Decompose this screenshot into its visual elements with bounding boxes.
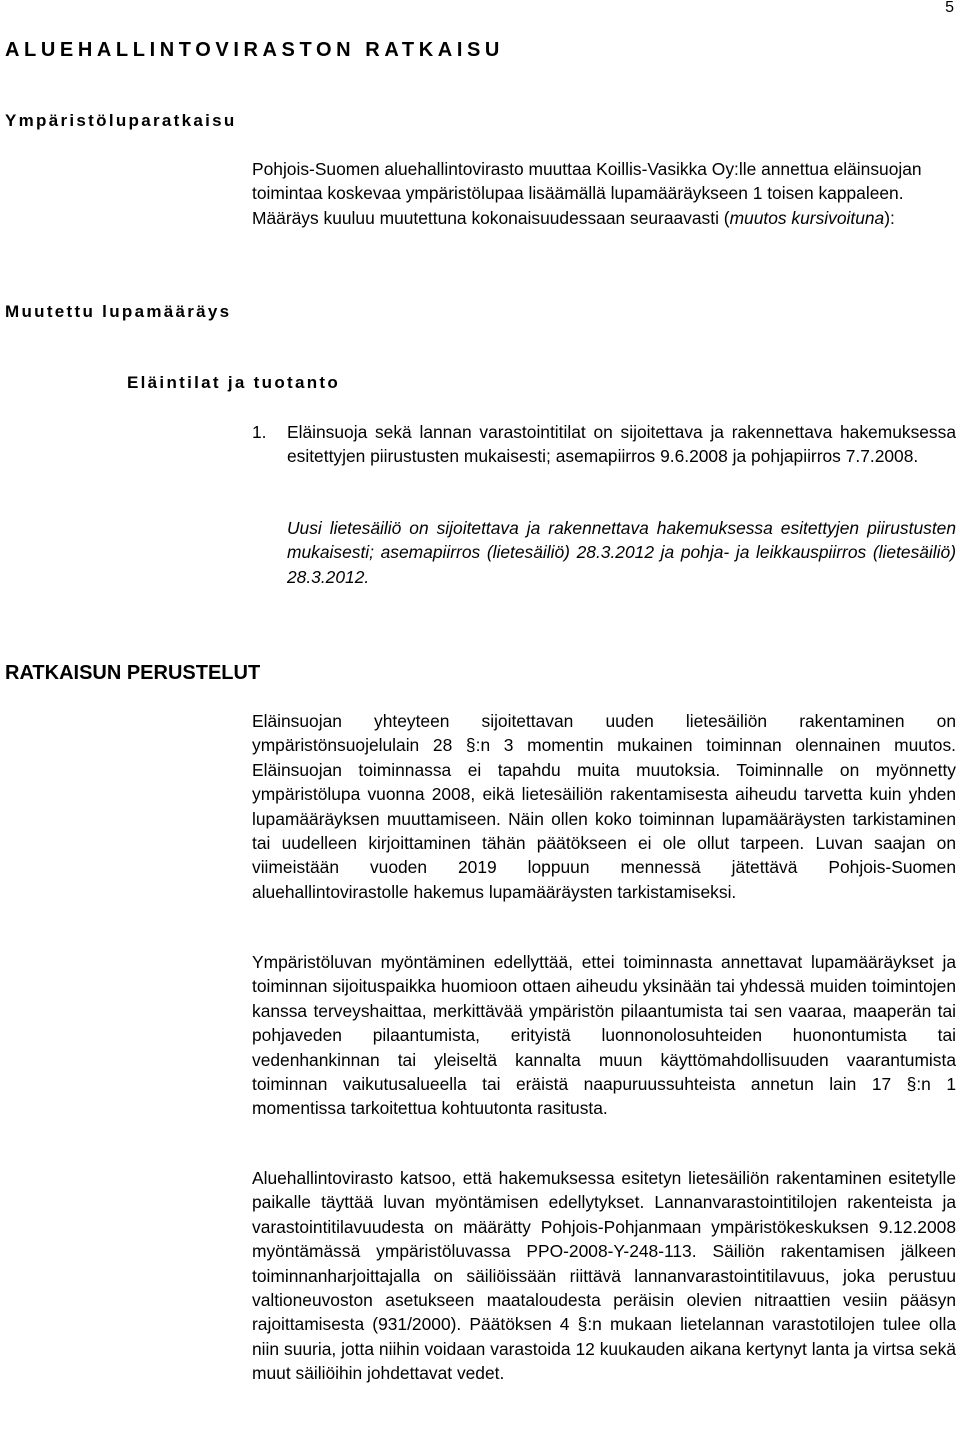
grounds-paragraph-3: Aluehallintovirasto katsoo, että hakemuksessa esitetyn lietesäiliön rakentaminen esitetylle paikalle täyttää luvan myöntämisen edellytykset. Lannanvarastointitilojen rakenteista ja varastointitilavuudesta on määrätty Pohjois-Pohjanmaan ympäristökeskuksen 9.12.2008 myöntämässä ympäristöluvassa PPO-2008-Y-248-113. Säiliön rakentamisen jälkeen toiminnanharjoittajalla on säiliöissään riittävä lannanvarastointitilavuus, joka perustuu valtioneuvoston asetukseen maataloudesta peräisin olevien nitraattien vesiin pääsyn rajoittamisesta (931/2000). Päätöksen 4 §:n mukaan lietelannan varastotilojen tulee olla niin suuria, jotta niihin voidaan varastoida 12 kuukauden aikana kertynyt lanta ja virtsa sekä muut säiliöihin johdettavat vedet. (252, 1168, 956, 1384)
grounds-paragraph-1: Eläinsuojan yhteyteen sijoitettavan uuden lietesäiliön rakentaminen on ympäristönsuojelulain 28 §:n 3 momentin mukainen toiminnan olennainen muutos. Eläinsuojan toiminnassa ei tapahdu muita muutoksia. Toiminnalle on myönnetty ympäristölupa vuonna 2008, eikä lietesäiliön rakentamisesta aiheudu tarvetta kuin yhden lupamääräyksen muuttamiseen. Näin ollen koko toiminnan lupamääräysten tarkistaminen tai uudelleen kirjoittaminen tähän päätökseen ei ole ollut tarpeen. Luvan saajan on viimeistään vuoden 2019 loppuun mennessä jätettävä Pohjois-Suomen aluehallintovirastolle hakemus lupamääräysten tarkistamiseksi. (252, 711, 956, 902)
item-number: 1. (252, 422, 267, 442)
grounds-heading: RATKAISUN PERUSTELUT (5, 662, 261, 684)
document-title: ALUEHALLINTOVIRASTON RATKAISU (5, 39, 504, 61)
grounds-paragraph-2: Ympäristöluvan myöntäminen edellyttää, ettei toiminnasta annettavat lupamääräykset ja toiminnan sijoituspaikka huomioon ottaen aiheudu yksinään tai yhdessä muiden toimintojen kanssa terveyshaittaa, merkittävää ympäristön pilaantumista tai sen vaaraa, maaperän tai pohjaveden pilaantumista, erityistä luonnonolosuhteiden huonontumista tai vedenhankinnan tai yleiseltä kannalta muun käyttömahdollisuuden vaarantumista toiminnan vaikutusalueella tai eräistä naapuruussuhteista annetun lain 17 §:n 1 momentissa tarkoitettua kohtuutonta rasitusta. (252, 952, 956, 1119)
amended-heading: Muutettu lupamääräys (5, 302, 232, 321)
page-number: 5 (945, 0, 954, 16)
amended-subheading: Eläintilat ja tuotanto (127, 373, 341, 392)
decision-heading: Ympäristöluparatkaisu (5, 111, 237, 130)
item-added-text: Uusi lietesäiliö on sijoitettava ja rakennettava hakemuksessa esitettyjen piirustusten mukaisesti; asemapiirros (lietesäiliö) 28.3.2012 ja pohja- ja leikkauspiirros (lietesäiliö) 28.3.2012. (287, 518, 956, 587)
intro-text-end: ): (884, 207, 895, 228)
item-text: Eläinsuoja sekä lannan varastointitilat on sijoitettava ja rakennettava hakemuksessa esitettyjen piirustusten mukaisesti; asemapiirros 9.6.2008 ja pohjapiirros 7.7.2008. (287, 422, 956, 467)
intro-text: Pohjois-Suomen aluehallintovirasto muuttaa Koillis-Vasikka Oy:lle annettua eläinsuojan toimintaa koskevaa ympäristölupaa lisäämällä lupamääräykseen 1 toisen kappaleen. Määräys kuuluu muutettuna kokonaisuudessaan seuraavasti ( (252, 159, 922, 228)
decision-intro (252, 157, 956, 230)
intro-italic-note: muutos kursivoituna (729, 207, 885, 228)
